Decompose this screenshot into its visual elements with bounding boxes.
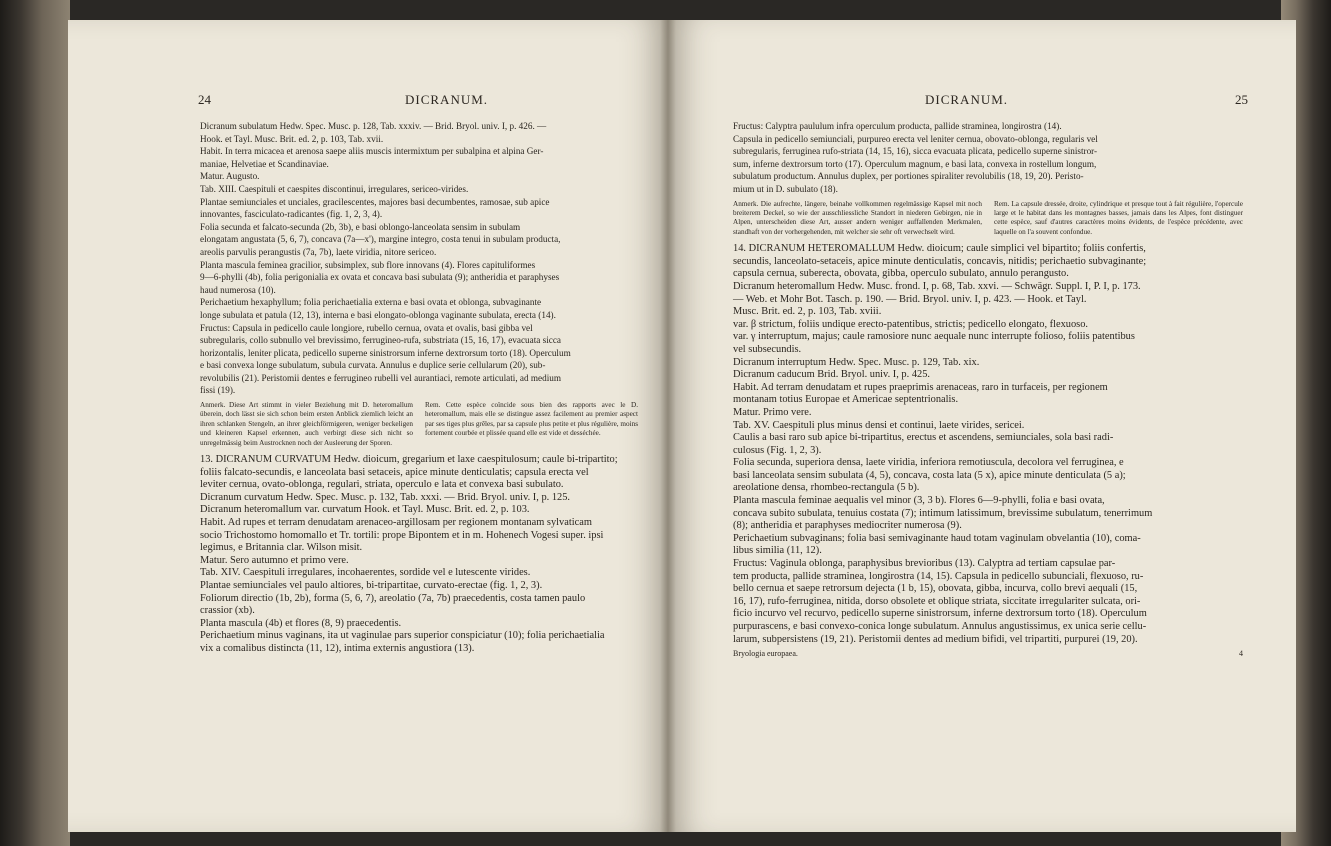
text-line: subregularis, ferruginea rufo-striata (14, 15, 16), sicca evacuata plicata, pedicello superne sinistror- <box>733 146 1098 157</box>
section-14 <box>733 243 1243 646</box>
text-line: subregularis, collo subnullo vel brevissimo, ferrugineo-rufa, substriata (15, 16, 17), evacuata sicca <box>200 335 562 346</box>
text-line: Matur. Augusto. <box>200 171 260 182</box>
text-line: secundis, lanceolato-setaceis, apice minute denticulatis, concavis, nitidis; perichaetio subvaginante; <box>733 255 1147 267</box>
text-line: Foliorum directio (1b, 2b), forma (5, 6, 7), areolatio (7a, 7b) praecedentis, costa tamen paulo <box>200 592 586 604</box>
text-line: 13. DICRANUM CURVATUM Hedw. dioicum, gregarium et laxe caespitulosum; caule bi-tripartito; <box>200 454 618 466</box>
text-line: Habit. Ad terram denudatam et rupes praeprimis arenaceas, raro in turfaceis, per regionem <box>733 381 1108 393</box>
text-line: areolatione densa, rhombeo-rectangula (5 b). <box>733 482 920 494</box>
text-line: Fructus: Capsula in pedicello caule longiore, rubello cernua, ovata et ovalis, basi gibba vel <box>200 322 533 333</box>
text-line: vix a comalibus distincta (11, 12), intima externis angustiora (13). <box>200 643 475 654</box>
text-line: e basi convexa longe subulatum, subula curvata. Annulus e duplice serie cellularum (20), sub- <box>200 360 546 371</box>
text-line: Planta mascula feminae aequalis vel minor (3, 3 b). Flores 6—9-phylli, folia e basi ovata, <box>733 495 1105 507</box>
text-line: Tab. XIII. Caespituli et caespites discontinui, irregulares, sericeo-virides. <box>200 183 469 194</box>
right-running-head: DICRANUM. <box>925 92 1009 107</box>
text-line: Planta mascula (4b) et flores (8, 9) praecedentis. <box>200 617 402 629</box>
text-line: tem producta, pallide straminea, longirostra (14, 15). Capsula in pedicello subunciali, flexuoso, ru- <box>733 570 1144 582</box>
text-line: vel subsecundis. <box>733 343 802 355</box>
text-line: Fructus: Calyptra paululum infra operculum producta, pallide straminea, longirostra (14). <box>733 121 1062 131</box>
text-line: bello cernua et saepe retrorsum dejecta (1 b, 15), obovata, gibba, incurva, collo brevi aequali (15, <box>733 583 1138 595</box>
text-line: Hook. et Tayl. Musc. Brit. ed. 2, p. 103, Tab. xvii. <box>200 133 384 144</box>
text-line: Folia secunda et falcato-secunda (2b, 3b), e basi oblongo-lanceolata sensim in subulam <box>200 221 521 232</box>
left-text-lines <box>200 120 638 397</box>
text-line: (8); antheridia et paraphyses mediocriter numerosa (9). <box>733 520 962 532</box>
text-line: mium ut in D. subulato (18). <box>733 183 838 194</box>
text-line: Matur. Sero autumno et primo vere. <box>200 554 349 566</box>
text-line: Planta mascula feminea gracilior, subsimplex, sub flore innovans (4). Flores capituliformes <box>200 259 536 270</box>
text-line: 9—6-phylli (4b), folia perigonialia ex ovata et concava basi subulata (9); antheridia et paraphyses <box>200 272 560 283</box>
text-line: foliis falcato-secundis, e lanceolata basi setaceis, apice minute denticulatis; capsula erecta vel <box>200 466 589 478</box>
text-line: var. γ interruptum, majus; caule ramosiore nunc aequale nunc interrupte folioso, foliis patentibus <box>733 331 1135 343</box>
text-line: Dicranum caducum Brid. Bryol. univ. I, p. 425. <box>733 369 931 381</box>
text-line: crassior (xb). <box>200 605 255 617</box>
text-line: Dicranum curvatum Hedw. Spec. Musc. p. 132, Tab. xxxi. — Brid. Bryol. univ. I, p. 125. <box>200 491 571 503</box>
text-line: Plantae semiunciales et unciales, gracilescentes, majores basi decumbentes, ramosae, sub apice <box>200 196 550 207</box>
text-line: Perichaetium subvaginans; folia basi semivaginante haud totam vaginulam obvelantia (10), coma- <box>733 532 1141 544</box>
left-notes <box>200 401 638 448</box>
text-line: libus similia (11, 12). <box>733 545 822 557</box>
right-body <box>733 120 1243 661</box>
text-line: legimus, e Britannia clar. Wilson misit. <box>200 542 363 554</box>
text-line: var. β strictum, foliis undique erecto-patentibus, strictis; pedicello elongato, flexuoso. <box>733 318 1089 330</box>
text-line: subulatum productum. Annulus duplex, per portiones spiraliter revolubilis (18, 19, 20). Peristo- <box>733 171 1084 182</box>
text-line: Dicranum interruptum Hedw. Spec. Musc. p. 129, Tab. xix. <box>733 356 980 368</box>
text-line: Musc. Brit. ed. 2, p. 103, Tab. xviii. <box>733 306 882 318</box>
text-line: Perichaetium hexaphyllum; folia perichaetialia externa e basi ovata et oblonga, subvaginante <box>200 297 542 308</box>
footer-left: Bryologia europaea. <box>733 649 798 659</box>
text-line: basi lanceolata sensim subulata (4, 5), concava, costa lata (5 x), apice minute denticulata (5 a); <box>733 469 1126 481</box>
text-line: Dicranum subulatum Hedw. Spec. Musc. p. 128, Tab. xxxiv. — Brid. Bryol. univ. I, p. 426. — <box>200 121 547 131</box>
left-body <box>200 120 638 656</box>
left-running-head: DICRANUM. <box>405 92 489 107</box>
text-line: Dicranum heteromallum Hedw. Musc. frond. I, p. 68, Tab. xxvi. — Schwägr. Suppl. I, P. I, p. 173. <box>733 280 1141 292</box>
text-line: Habit. In terra micacea et arenosa saepe aliis muscis intermixtum per subalpina et alpina Ger- <box>200 146 544 157</box>
text-line: socio Trichostomo homomallo et Tr. tortili: prope Bipontem et in m. Hohenech Vogesi super. ipsi <box>200 529 604 541</box>
text-line: haud numerosa (10). <box>200 284 276 295</box>
book-edge-left <box>0 0 70 846</box>
left-page-number: 24 <box>198 92 211 107</box>
text-line: areolis parvulis perangustis (7a, 7b), laete viridia, nitore sericeo. <box>200 246 437 257</box>
text-line: longe subulata et patula (12, 13), interna e basi elongato-oblonga vaginante subulata, erecta (14). <box>200 309 556 320</box>
text-line: horizontalis, leniter plicata, pedicello superne sinistrorsum inferne dextrorsum torto (18). Operculum <box>200 347 571 358</box>
text-line: Tab. XIV. Caespituli irregulares, incohaerentes, sordide vel e lutescente virides. <box>200 567 531 579</box>
text-line: fissi (19). <box>200 385 236 396</box>
section-13 <box>200 454 638 656</box>
text-line: ficio incurvo vel recurvo, pedicello superne sinistrorsum, inferne dextrorsum torto (18). Operculum <box>733 608 1147 620</box>
text-line: Tab. XV. Caespituli plus minus densi et continui, laete virides, sericei. <box>733 419 1025 431</box>
text-line: 14. DICRANUM HETEROMALLUM Hedw. dioicum; caule simplici vel bipartito; foliis confertis, <box>733 243 1146 255</box>
text-line: capsula cernua, suberecta, obovata, gibba, operculo subulato, annulo perangusto. <box>733 268 1069 280</box>
text-line: concava subito subulata, tenuius costata (7); intimum latissimum, brevissime subulatum, tenerrimum <box>733 507 1153 519</box>
note-french: Rem. Cette espèce coïncide sous bien des rapports avec le D. heteromallum, mais elle se distingue assez facilement au premier aspect par ses tiges plus grêles, par sa capsule plus petite et plus régulière, moins fortement courbée et plissée quand elle est vide et desséchée. <box>425 401 638 438</box>
text-line: Plantae semiunciales vel paulo altiores, bi-tripartitae, curvato-erectae (fig. 1, 2, 3). <box>200 580 543 592</box>
text-line: Capsula in pedicello semiunciali, purpureo erecta vel leniter cernua, obovato-oblonga, regularis vel <box>733 133 1098 144</box>
text-line: Fructus: Vaginula oblonga, paraphysibus brevioribus (13). Calyptra ad tertiam capsulae par- <box>733 558 1116 570</box>
page-footer <box>733 648 1243 661</box>
text-line: revolubilis (21). Peristomii dentes e ferrugineo rubelli vel aurantiaci, remote articulati, ad medium <box>200 372 562 383</box>
text-line: Caulis a basi raro sub apice bi-tripartitus, erectus et ascendens, semiunciales, sola basi radi- <box>733 432 1114 444</box>
text-line: maniae, Helvetiae et Scandinaviae. <box>200 158 329 169</box>
text-line: Folia secunda, superiora densa, laete viridia, inferiora remotiuscula, decolora vel ferruginea, e <box>733 457 1124 469</box>
right-page-number: 25 <box>1235 92 1248 107</box>
note-french: Rem. La capsule dressée, droite, cylindrique et presque tout à fait régulière, l'opercule large et le habitat dans les montagnes basses, jamais dans les Alpes, font distinguer cette espèce, sauf d'autres caractères moins évidents, de l'espèce précédente, avec laquelle on l'a souvent confondue. <box>994 199 1243 236</box>
text-line: leviter cernua, ovato-oblonga, regulari, striata, operculo e lata et convexa basi subulato. <box>200 479 564 491</box>
book-spine <box>660 20 676 832</box>
right-text-lines <box>733 120 1243 196</box>
text-line: montanam totius Europae et Americae septentrionalis. <box>733 394 959 406</box>
note-german: Anmerk. Die aufrechte, längere, beinahe vollkommen regelmässige Kapsel mit noch breiterem Deckel, so wie der ausschliessliche Standort in niederen Gebirgen, nie in Alpen, unterscheiden diese Art, ausser andern weniger auffallenden Merkmalen, standhaft von der vorhergehenden, mit welcher sie sehr oft verwechselt wird. <box>733 199 982 236</box>
text-line: culosus (Fig. 1, 2, 3). <box>733 444 822 456</box>
text-line: larum, subpersistens (19, 21). Peristomii dentes ad medium bifidi, vel tripartiti, purpurei (19, 20). <box>733 633 1138 645</box>
text-line: purpurascens, e basi convexo-conica longe subulatum. Annulus angustissimus, ex unica serie cellu- <box>733 621 1147 632</box>
text-line: Matur. Primo vere. <box>733 406 812 418</box>
note-german: Anmerk. Diese Art stimmt in vieler Beziehung mit D. heteromallum überein, doch lässt sie sich schon beim ersten Anblick ziemlich leicht an ihren schlanken Stengeln, an ihrer gleichförmigeren, weniger beckeligen und kleineren Kapsel erkennen, auch verbirgt diese sich nicht so unregelmässig beim Austrocknen noch der Ausleerung der Sporen. <box>200 401 413 447</box>
text-line: Habit. Ad rupes et terram denudatam arenaceo-argillosam per regionem montanam sylvaticam <box>200 517 592 529</box>
right-notes <box>733 200 1243 238</box>
text-line: Perichaetium minus vaginans, ita ut vaginulae pars superior conspiciatur (10); folia perichaetialia <box>200 630 605 642</box>
text-line: Dicranum heteromallum var. curvatum Hook. et Tayl. Musc. Brit. ed. 2, p. 103. <box>200 504 530 516</box>
text-line: 16, 17), rufo-ferruginea, nitida, dorso obsolete et oblique striata, siccitate irregulariter sulcata, ori- <box>733 595 1141 607</box>
text-line: innovantes, fasciculato-radicantes (fig. 1, 2, 3, 4). <box>200 209 383 220</box>
text-line: elongatam angustata (5, 6, 7), concava (7a—x'), margine integro, costa tenui in subulam producta, <box>200 234 561 245</box>
text-line: — Web. et Mohr Bot. Tasch. p. 190. — Brid. Bryol. univ. I, p. 423. — Hook. et Tayl. <box>733 293 1087 305</box>
signature-mark: 4 <box>1239 649 1243 659</box>
text-line: sum, inferne dextrorsum torto (17). Operculum magnum, e basi lata, convexa in rostellum longum, <box>733 158 1097 169</box>
